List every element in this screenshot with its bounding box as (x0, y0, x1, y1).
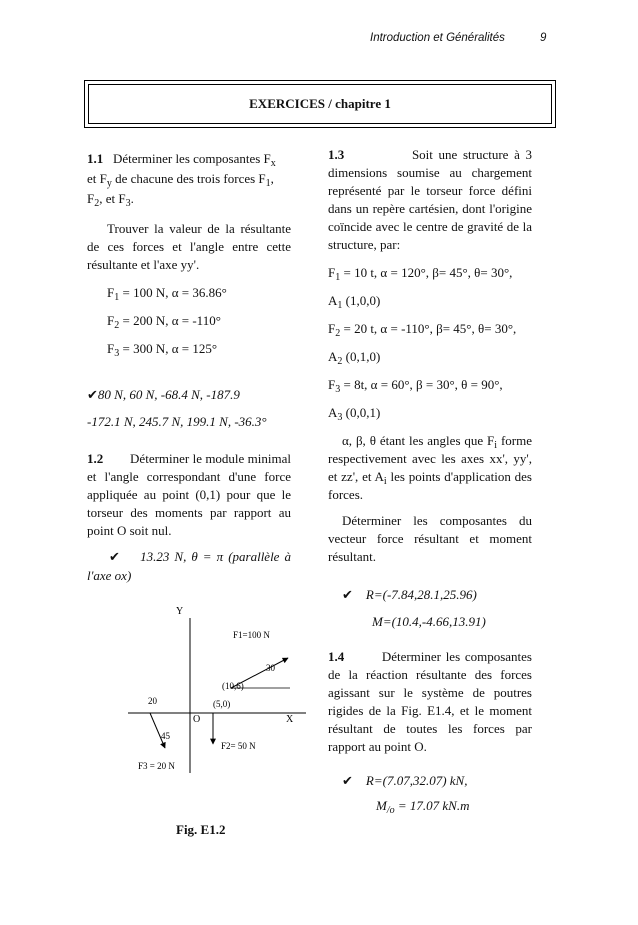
ex11-line3b: , et F (99, 191, 126, 206)
running-header-title: Introduction et Généralités (370, 32, 505, 44)
a3-value: (0,0,1) (342, 405, 381, 420)
exercise-number: 1.3 (328, 147, 345, 162)
x-axis-label: X (286, 714, 294, 725)
point-5-0-label: (5,0) (213, 699, 231, 709)
f3-sub: 3 (335, 384, 341, 395)
ex13-f1 (328, 264, 532, 282)
ex11-f2 (87, 312, 291, 330)
angles-text-a: α, β, θ étant les angles que F (342, 433, 495, 448)
f2-value: = 20 t, α = -110°, β= 45°, θ= 30°, (340, 321, 517, 336)
ex11-answer-1 (87, 386, 291, 405)
f1-value: = 100 N, α = 36.86° (119, 285, 227, 300)
sub-2: 2 (94, 198, 100, 209)
sub-i2: i (383, 476, 387, 487)
origin-label: O (193, 714, 201, 725)
f1-symbol: F (328, 265, 336, 280)
a2-symbol: A (328, 349, 338, 364)
ex13-ans1: R=(-7.84,28.1,25.96) (365, 587, 477, 602)
f3-symbol: F (107, 341, 115, 356)
a2-value: (0,1,0) (342, 349, 381, 364)
ex13-text: Soit une structure à 3 dimensions soumise au chargement représenté par le torseur force défini dans un repère cartésien, dont l'origine coïncide avec le centre de gravité de la structure, par: (328, 147, 532, 252)
moment-value: = 17.07 kN.m (394, 798, 470, 813)
f1-sub: 1 (335, 272, 341, 283)
ex11-paragraph: Trouver la valeur de la résultante de ces forces et l'angle entre cette résultante et l'axe yy'. (87, 221, 291, 272)
ex12-answer (87, 548, 291, 585)
ex11-line1: Déterminer les composantes F (113, 151, 271, 166)
y-axis-label: Y (176, 606, 184, 617)
ex11-line2a: et F (87, 171, 107, 186)
a2-sub: 2 (337, 356, 343, 367)
f3-symbol: F (328, 377, 336, 392)
f2-sub: 2 (114, 320, 120, 331)
exercise-number: 1.2 (87, 451, 104, 466)
ex11-line2c: , (270, 171, 274, 186)
f3-sub: 3 (114, 348, 120, 359)
angle-30-label: 30 (266, 663, 275, 673)
ex13-angles (328, 432, 532, 504)
ex11-answer-2: -172.1 N, 245.7 N, 199.1 N, -36.3° (87, 414, 267, 429)
sub-1: 1 (265, 178, 271, 189)
ex13-answer-1 (328, 586, 532, 605)
ex13-answer-2: M=(10.4,-4.66,13.91) (372, 614, 486, 629)
ex12-text: Déterminer le module minimal et l'angle correspondant d'une force appliquée au point (0,1) pour que le torseur des moments par rapport au point O soit nul. (87, 451, 291, 538)
exercise-1-4 (328, 648, 532, 815)
angles-text-b: forme respectivement avec les axes xx', yy', et zz', et A (328, 433, 532, 484)
ex14-answer-2 (328, 797, 532, 815)
angle-20-label: 20 (148, 696, 157, 706)
exercise-1-1 (87, 150, 291, 431)
figure-caption: Fig. E1.2 (176, 822, 226, 837)
exercise-1-3 (328, 146, 532, 631)
ex14-ans1: R=(7.07,32.07) kN, (365, 773, 468, 788)
a3-sub: 3 (337, 412, 343, 423)
f2-symbol: F (328, 321, 336, 336)
checkmark-icon: ✔ (342, 774, 353, 789)
point-10-6-label: (10,6) (222, 681, 244, 691)
f1-symbol: F (107, 285, 115, 300)
a3-symbol: A (328, 405, 338, 420)
ex13-f3 (328, 376, 532, 394)
f2-symbol: F (107, 313, 115, 328)
page-number: 9 (540, 32, 547, 44)
ex11-f1 (87, 284, 291, 302)
ex11-line3a: F (87, 191, 95, 206)
checkmark-icon: ✔ (87, 388, 98, 403)
f2-value: = 200 N, α = -110° (119, 313, 221, 328)
figure-e1-2 (118, 598, 308, 778)
f1-label: F1=100 N (233, 630, 270, 640)
a1-symbol: A (328, 293, 338, 308)
moment-symbol: M (376, 798, 387, 813)
sub-y: y (106, 178, 112, 189)
sub-i: i (494, 440, 498, 451)
checkmark-icon: ✔ (342, 588, 353, 603)
ex13-f2 (328, 320, 532, 338)
f1-sub: 1 (114, 292, 120, 303)
ex14-text: Déterminer les composantes de la réaction résultante des forces agissant sur le système de poutres rigides de la Fig. E1.4, et le moment résultant de toutes les forces par rapport au point O. (328, 649, 532, 754)
angles-text-c: les points d'application des forces. (328, 469, 532, 502)
angle-45-label: 45 (161, 731, 170, 741)
exercise-number: 1.4 (328, 649, 345, 664)
ex13-a2 (328, 348, 532, 366)
ex11-f3 (87, 340, 291, 358)
f3-label: F3 = 20 N (138, 761, 175, 771)
a1-sub: 1 (337, 300, 343, 311)
moment-sub: /o (386, 805, 395, 816)
f1-value: = 10 t, α = 120°, β= 45°, θ= 30°, (340, 265, 513, 280)
title-box (84, 80, 556, 128)
exercise-number: 1.1 (87, 151, 104, 166)
checkmark-icon: ✔ (109, 550, 120, 565)
ex13-paragraph: Déterminer les composantes du vecteur force résultant et moment résultant. (328, 513, 532, 564)
f3-value: = 8t, α = 60°, β = 30°, θ = 90°, (340, 377, 503, 392)
exercise-1-2 (87, 450, 291, 585)
ex12-ans: 13.23 N, θ = π (parallèle à l'axe ox) (87, 549, 292, 583)
ex14-answer-1 (328, 772, 532, 791)
f2-sub: 2 (335, 328, 341, 339)
ex11-ans1: 80 N, 60 N, -68.4 N, -187.9 (97, 387, 240, 402)
ex11-line2b: de chacune des trois forces F (111, 171, 266, 186)
a1-value: (1,0,0) (342, 293, 381, 308)
ex13-a3 (328, 404, 532, 422)
ex13-a1 (328, 292, 532, 310)
f3-value: = 300 N, α = 125° (119, 341, 218, 356)
exercises-title: EXERCICES / chapitre 1 (88, 84, 552, 124)
f2-label: F2= 50 N (221, 741, 256, 751)
sub-3: 3 (125, 198, 131, 209)
ex11-line3c: . (130, 191, 134, 206)
sub-x: x (270, 158, 276, 169)
